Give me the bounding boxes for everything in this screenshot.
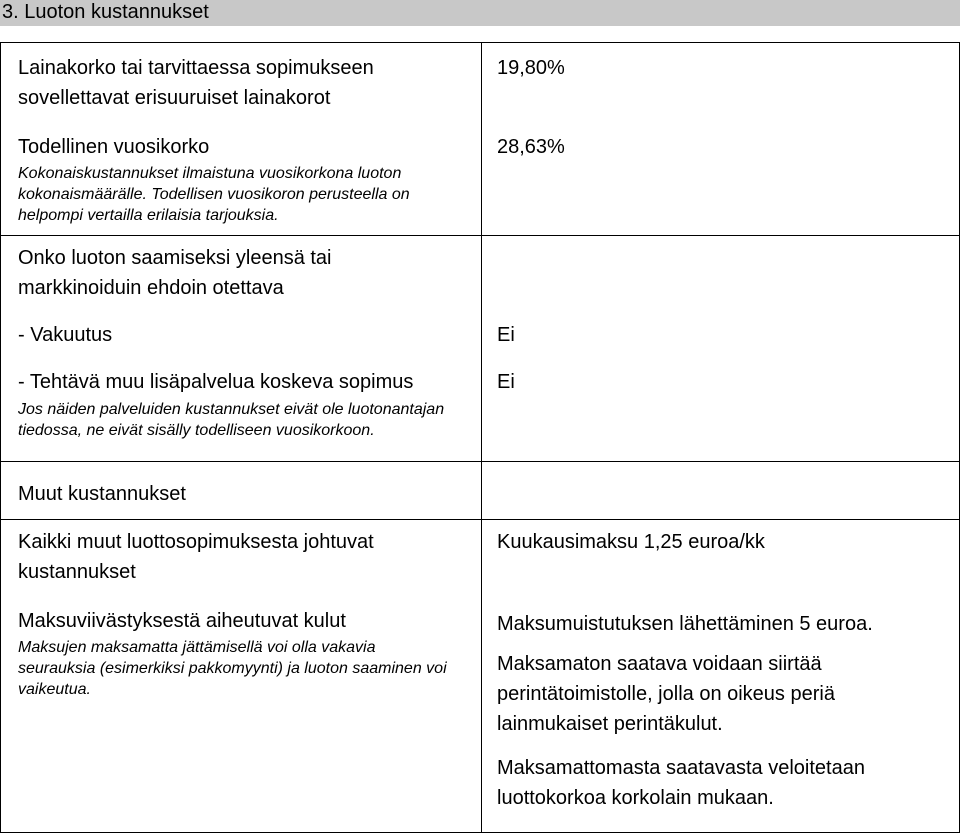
section-header [0, 0, 960, 26]
all-other-costs-value: Kuukausimaksu 1,25 euroa/kk [497, 531, 765, 553]
late-payment-label: Maksuviivästyksestä aiheutuvat kulut [18, 610, 346, 632]
all-other-costs-label: Kaikki muut luottosopimuksesta johtuvat kustannukset [18, 531, 374, 583]
section-title: 3. Luoton kustannukset [2, 1, 209, 23]
other-service-note: Jos näiden palveluiden kustannukset eivät ole luotonantajan tiedossa, ne eivät sisälly todelliseen vuosikorkoon. [18, 401, 445, 439]
other-service-label: - Tehtävä muu lisäpalvelua koskeva sopimus [18, 371, 414, 393]
apr-label: Todellinen vuosikorko [18, 136, 210, 158]
mandatory-label: Onko luoton saamiseksi yleensä tai markkinoiduin ehdoin otettava [18, 247, 332, 299]
late-payment-value-2: Maksamaton saatava voidaan siirtää perintätoimistolle, jolla on oikeus periä lainmukaiset perintäkulut. [497, 653, 835, 735]
cost-table [0, 42, 960, 833]
apr-note: Kokonaiskustannukset ilmaistuna vuosikorkona luoton kokonaismäärälle. Todellisen vuosikoron perusteella on helpompi vertailla erilaisia tarjouksia. [18, 165, 410, 224]
late-payment-note: Maksujen maksamatta jättämisellä voi olla vakavia seurauksia (esimerkiksi pakkomyynti) ja luoton saaminen voi vaikeutua. [18, 639, 447, 698]
row-divider [1, 519, 959, 520]
insurance-value: Ei [497, 324, 515, 346]
interest-label: Lainakorko tai tarvittaessa sopimukseen sovellettavat erisuuruiset lainakorot [18, 57, 374, 109]
late-payment-value-1: Maksumuistutuksen lähettäminen 5 euroa. [497, 613, 873, 635]
insurance-label: - Vakuutus [18, 324, 113, 346]
row-divider [1, 235, 959, 236]
row-divider [1, 461, 959, 462]
other-service-value: Ei [497, 371, 515, 393]
interest-value: 19,80% [497, 57, 565, 79]
other-costs-heading: Muut kustannukset [18, 483, 186, 505]
column-divider [481, 43, 482, 832]
late-payment-value-3: Maksamattomasta saatavasta veloitetaan luottokorkoa korkolain mukaan. [497, 757, 865, 809]
apr-value: 28,63% [497, 136, 565, 158]
